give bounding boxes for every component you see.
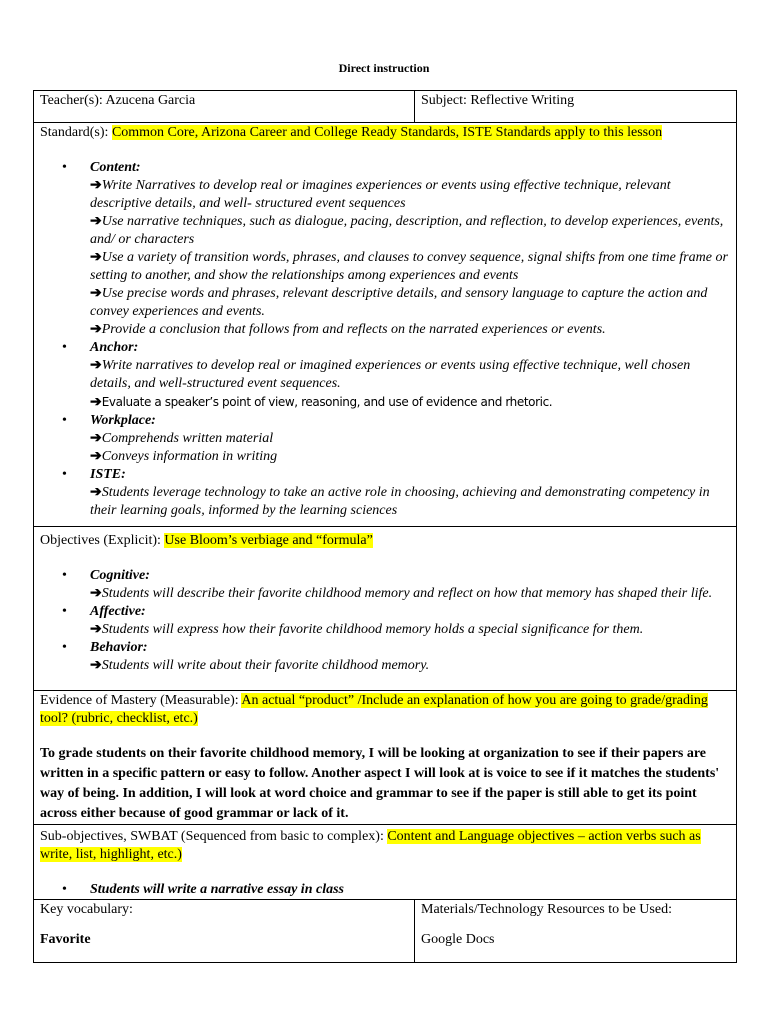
arrow-right-icon: ➔	[90, 431, 102, 446]
arrow-right-icon: ➔	[90, 622, 102, 637]
content-heading: • Content:	[40, 159, 730, 177]
objectives-highlight: Use Bloom’s verbiage and “formula”	[164, 533, 373, 548]
arrow-right-icon: ➔	[90, 658, 102, 673]
arrow-right-icon: ➔	[90, 214, 102, 229]
behavior-heading: • Behavior:	[40, 639, 730, 657]
evidence-body: To grade students on their favorite childhood memory, I will be looking at organization to see if their papers are written in a specific pattern or easy to follow. Another aspect I will look at is voice to see if it matches the students' way of being. In addition, I will look at word choice and grammar to see if the paper is still able to get its point across either because of good grammar or lack of it.	[40, 746, 720, 821]
arrow-right-icon: ➔	[90, 449, 102, 464]
vocabulary-cell	[34, 900, 415, 963]
affective-text: ➔Students will express how their favorite childhood memory holds a special significance for them.	[90, 622, 644, 637]
standards-highlight: Common Core, Arizona Career and College Ready Standards, ISTE Standards apply to this lesson	[111, 125, 663, 140]
vocabulary-materials-row	[34, 900, 737, 963]
standards-row	[34, 123, 737, 527]
arrow-right-icon: ➔	[90, 358, 102, 373]
arrow-right-icon: ➔	[90, 286, 102, 301]
teacher-name: Teacher(s): Azucena Garcia	[40, 93, 196, 108]
document-title: Direct instruction	[338, 61, 430, 75]
workplace-item-2: ➔Conveys information in writing	[90, 449, 278, 464]
subobjectives-highlight: Content and Language objectives – action verbs such as write, list, highlight, etc.)	[40, 829, 701, 862]
evidence-cell	[34, 691, 737, 825]
vocabulary-word: Favorite	[40, 932, 91, 947]
evidence-label: Evidence of Mastery (Measurable):	[40, 693, 239, 708]
teacher-subject-row	[34, 91, 737, 123]
affective-heading: • Affective:	[40, 603, 730, 621]
workplace-item-1: ➔Comprehends written material	[90, 431, 274, 446]
objectives-cell	[34, 527, 737, 691]
behavior-text: ➔Students will write about their favorite childhood memory.	[90, 658, 430, 673]
standards-list	[40, 159, 730, 177]
anchor-heading: • Anchor:	[40, 339, 730, 357]
subobjective-item: • Students will write a narrative essay in class	[40, 881, 730, 899]
materials-item: Google Docs	[421, 932, 495, 947]
arrow-right-icon: ➔	[90, 586, 102, 601]
materials-cell	[415, 900, 737, 963]
arrow-right-icon: ➔	[90, 250, 102, 265]
objectives-row	[34, 527, 737, 691]
standards-label: Standard(s):	[40, 125, 109, 140]
anchor-item-1: ➔Write narratives to develop real or imagined experiences or events using effective technique, well chosen details, and well-structured event sequences.	[90, 358, 691, 391]
iste-heading: • ISTE:	[40, 466, 730, 484]
subject-name: Subject: Reflective Writing	[421, 93, 575, 108]
subobjectives-cell	[34, 825, 737, 900]
iste-item-1: ➔Students leverage technology to take an active role in choosing, achieving and demonstrating competency in their learning goals, informed by the learning sciences	[90, 485, 710, 518]
arrow-right-icon: ➔	[90, 395, 102, 410]
standards-cell	[34, 123, 737, 527]
evidence-highlight: An actual “product” /Include an explanation of how you are going to grade/grading tool? (rubric, checklist, etc.)	[40, 693, 708, 726]
cognitive-text: ➔Students will describe their favorite childhood memory and reflect on how that memory has shaped their life.	[90, 586, 713, 601]
evidence-row	[34, 691, 737, 825]
content-item-1: ➔Write Narratives to develop real or imagines experiences or events using effective technique, relevant descriptive details, and well- structured event sequences	[90, 178, 671, 211]
arrow-right-icon: ➔	[90, 322, 102, 337]
objectives-label: Objectives (Explicit):	[40, 533, 161, 548]
subobjectives-row	[34, 825, 737, 900]
arrow-right-icon: ➔	[90, 178, 102, 193]
content-item-2: ➔Use narrative techniques, such as dialogue, pacing, description, and reflection, to develop experiences, events, and/ or characters	[90, 214, 724, 247]
content-item-5: ➔Provide a conclusion that follows from and reflects on the narrated experiences or events.	[90, 322, 606, 337]
cognitive-heading: • Cognitive:	[40, 567, 730, 585]
anchor-item-2: ➔Evaluate a speaker’s point of view, reasoning, and use of evidence and rhetoric.	[90, 395, 553, 410]
lesson-plan-table	[33, 90, 737, 963]
vocabulary-label: Key vocabulary:	[40, 902, 133, 917]
workplace-heading: • Workplace:	[40, 412, 730, 430]
subobjectives-label: Sub-objectives, SWBAT (Sequenced from basic to complex):	[40, 829, 384, 844]
arrow-right-icon: ➔	[90, 485, 102, 500]
content-item-4: ➔Use precise words and phrases, relevant descriptive details, and sensory language to capture the action and convey experiences and events.	[90, 286, 708, 319]
subject-cell	[415, 91, 737, 123]
materials-label: Materials/Technology Resources to be Used:	[421, 902, 672, 917]
teacher-cell	[34, 91, 415, 123]
content-item-3: ➔Use a variety of transition words, phrases, and clauses to convey sequence, signal shifts from one time frame or setting to another, and show the relationships among experiences and events	[90, 250, 728, 283]
